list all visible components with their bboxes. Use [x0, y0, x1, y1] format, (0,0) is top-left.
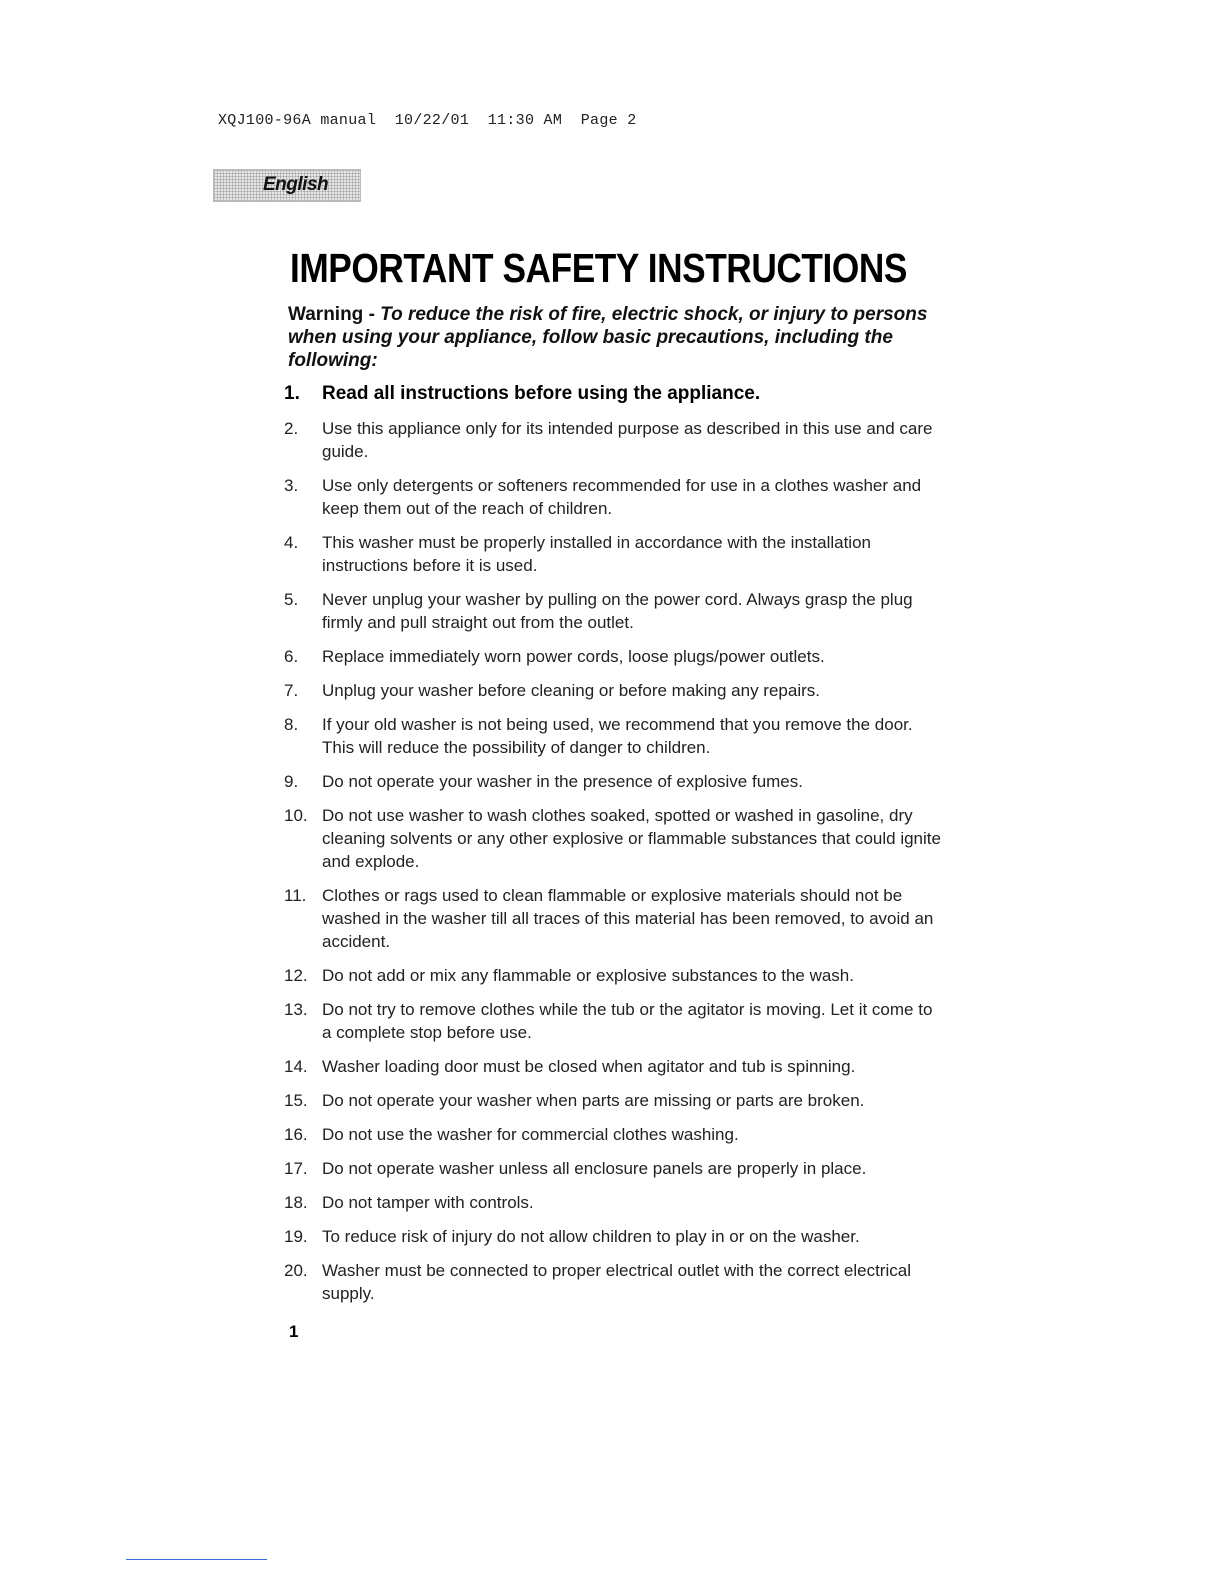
item-text: Use only detergents or softeners recommended for use in a clothes washer and keep them out of the reach of children.	[322, 476, 922, 518]
item-number: 14.	[284, 1057, 308, 1076]
item-text: Do not operate your washer when parts are missing or parts are broken.	[322, 1091, 865, 1110]
item-number: 2.	[284, 419, 299, 438]
item-number: 5.	[284, 590, 299, 609]
list-item	[284, 964, 944, 987]
item-number: 6.	[284, 647, 299, 666]
item-number: 1.	[284, 383, 300, 404]
item-text: Do not use the washer for commercial clothes washing.	[322, 1125, 739, 1144]
list-item	[284, 998, 944, 1044]
list-item	[284, 1089, 944, 1112]
list-item	[284, 531, 944, 577]
warning-text: To reduce the risk of fire, electric shock, or injury to persons when using your appliance, follow basic precautions, including the following:	[288, 304, 928, 371]
item-number: 18.	[284, 1193, 308, 1212]
list-item	[284, 804, 944, 873]
list-item	[284, 1191, 944, 1214]
item-number: 20.	[284, 1261, 308, 1280]
list-item	[284, 1225, 944, 1248]
list-item	[284, 588, 944, 634]
page-number: 1	[289, 1322, 299, 1341]
list-item	[284, 1123, 944, 1146]
list-item	[284, 1055, 944, 1078]
item-text: Do not add or mix any flammable or explosive substances to the wash.	[322, 966, 854, 985]
item-text: Do not use washer to wash clothes soaked, spotted or washed in gasoline, dry cleaning solvents or any other explosive or flammable substances that could ignite and explode.	[322, 806, 941, 871]
item-text: Washer must be connected to proper electrical outlet with the correct electrical supply.	[322, 1261, 911, 1303]
list-item	[284, 417, 944, 463]
list-item	[284, 382, 944, 405]
item-text: Read all instructions before using the appliance.	[322, 383, 761, 404]
item-number: 16.	[284, 1125, 308, 1144]
item-text: To reduce risk of injury do not allow children to play in or on the washer.	[322, 1227, 860, 1246]
instruction-list	[284, 382, 944, 1316]
list-item	[284, 713, 944, 759]
item-text: Use this appliance only for its intended purpose as described in this use and care guide.	[322, 419, 933, 461]
item-text: If your old washer is not being used, we recommend that you remove the door. This will reduce the possibility of danger to children.	[322, 715, 913, 757]
item-number: 12.	[284, 966, 308, 985]
item-text: Unplug your washer before cleaning or before making any repairs.	[322, 681, 820, 700]
item-number: 3.	[284, 476, 299, 495]
item-number: 17.	[284, 1159, 308, 1178]
list-item	[284, 1259, 944, 1305]
item-text: Do not operate your washer in the presence of explosive fumes.	[322, 772, 803, 791]
print-header: XQJ100-96A manual 10/22/01 11:30 AM Page 2	[218, 112, 637, 129]
warning-paragraph	[288, 303, 928, 372]
item-text: Do not operate washer unless all enclosure panels are properly in place.	[322, 1159, 867, 1178]
item-text: Do not try to remove clothes while the tub or the agitator is moving. Let it come to a complete stop before use.	[322, 1000, 933, 1042]
footer-divider	[126, 1559, 267, 1560]
item-number: 4.	[284, 533, 299, 552]
list-item	[284, 474, 944, 520]
item-number: 19.	[284, 1227, 308, 1246]
item-text: Washer loading door must be closed when agitator and tub is spinning.	[322, 1057, 856, 1076]
list-item	[284, 770, 944, 793]
item-number: 9.	[284, 772, 299, 791]
item-number: 10.	[284, 806, 308, 825]
item-number: 11.	[284, 886, 307, 905]
page-title: IMPORTANT SAFETY INSTRUCTIONS	[290, 245, 907, 291]
item-number: 15.	[284, 1091, 308, 1110]
language-tab	[213, 169, 361, 202]
item-text: Replace immediately worn power cords, loose plugs/power outlets.	[322, 647, 825, 666]
item-text: Do not tamper with controls.	[322, 1193, 534, 1212]
list-item	[284, 645, 944, 668]
warning-lead: Warning -	[288, 304, 381, 325]
item-number: 7.	[284, 681, 299, 700]
list-item	[284, 679, 944, 702]
item-text: Clothes or rags used to clean flammable or explosive materials should not be washed in the washer till all traces of this material has been removed, to avoid an accident.	[322, 886, 934, 951]
item-number: 8.	[284, 715, 299, 734]
list-item	[284, 884, 944, 953]
item-text: Never unplug your washer by pulling on the power cord. Always grasp the plug firmly and pull straight out from the outlet.	[322, 590, 913, 632]
language-label: English	[263, 174, 329, 195]
item-text: This washer must be properly installed in accordance with the installation instructions before it is used.	[322, 533, 871, 575]
item-number: 13.	[284, 1000, 308, 1019]
list-item	[284, 1157, 944, 1180]
